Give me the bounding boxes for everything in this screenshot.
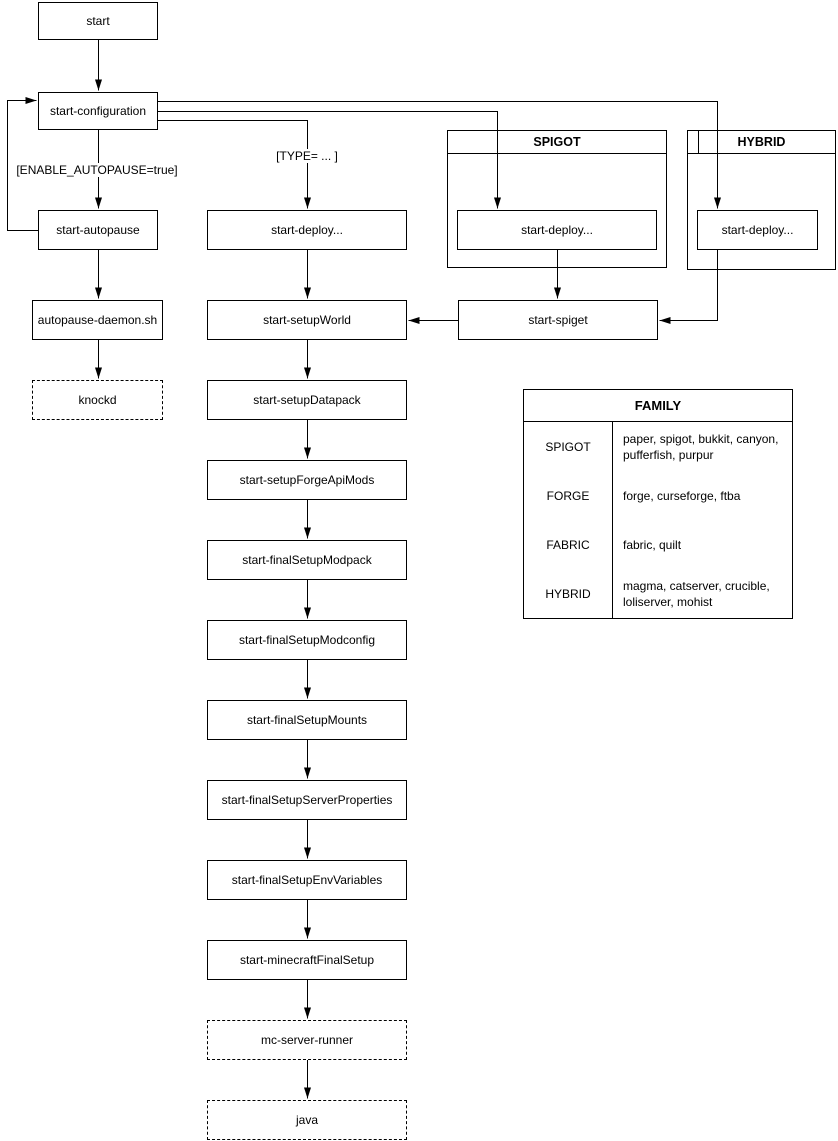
node-start-autopause: start-autopause [38,210,158,250]
family-table-body [524,422,792,618]
node-start-setup-datapack: start-setupDatapack [207,380,407,420]
node-java: java [207,1100,407,1140]
family-row-forge [524,471,792,520]
family-name: FORGE [524,471,613,520]
family-types: fabric, quilt [623,537,682,552]
edge-configuration-to-deploy [158,121,308,209]
node-start-final-setup-modconfig: start-finalSetupModconfig [207,620,407,660]
node-start-deploy: start-deploy... [207,210,407,250]
family-name: HYBRID [524,569,613,618]
family-table [523,389,793,619]
node-spigot-start-deploy: start-deploy... [457,210,657,250]
group-hybrid-header-stub [688,131,699,153]
node-start: start [38,2,158,40]
node-start-final-setup-mounts: start-finalSetupMounts [207,700,407,740]
edge-label-enable-autopause: [ENABLE_AUTOPAUSE=true] [16,163,178,177]
family-name: SPIGOT [524,422,613,471]
node-mc-server-runner: mc-server-runner [207,1020,407,1060]
node-hybrid-start-deploy: start-deploy... [697,210,818,250]
node-start-minecraft-final-setup: start-minecraftFinalSetup [207,940,407,980]
group-spigot-title: SPIGOT [533,135,581,149]
family-table-title: FAMILY [524,390,792,422]
family-types: magma, catserver, crucible, loliserver, mohist [623,578,770,609]
family-types: paper, spigot, bukkit, canyon, pufferfish, purpur [623,431,779,462]
group-hybrid-header [688,131,835,154]
family-types: forge, curseforge, ftba [623,488,741,503]
node-start-setup-world: start-setupWorld [207,300,407,340]
node-start-configuration: start-configuration [38,92,158,130]
node-start-final-setup-env-variables: start-finalSetupEnvVariables [207,860,407,900]
family-row-spigot [524,422,792,471]
node-knockd: knockd [32,380,163,420]
family-row-hybrid [524,569,792,618]
family-row-fabric [524,520,792,569]
node-start-final-setup-server-properties: start-finalSetupServerProperties [207,780,407,820]
edge-label-type: [TYPE= ... ] [276,149,338,163]
node-start-final-setup-modpack: start-finalSetupModpack [207,540,407,580]
node-autopause-daemon: autopause-daemon.sh [32,300,163,340]
group-spigot-header [448,131,666,154]
group-hybrid-title: HYBRID [737,135,786,149]
node-start-spiget: start-spiget [458,300,658,340]
family-name: FABRIC [524,520,613,569]
node-start-setup-forge-api-mods: start-setupForgeApiMods [207,460,407,500]
